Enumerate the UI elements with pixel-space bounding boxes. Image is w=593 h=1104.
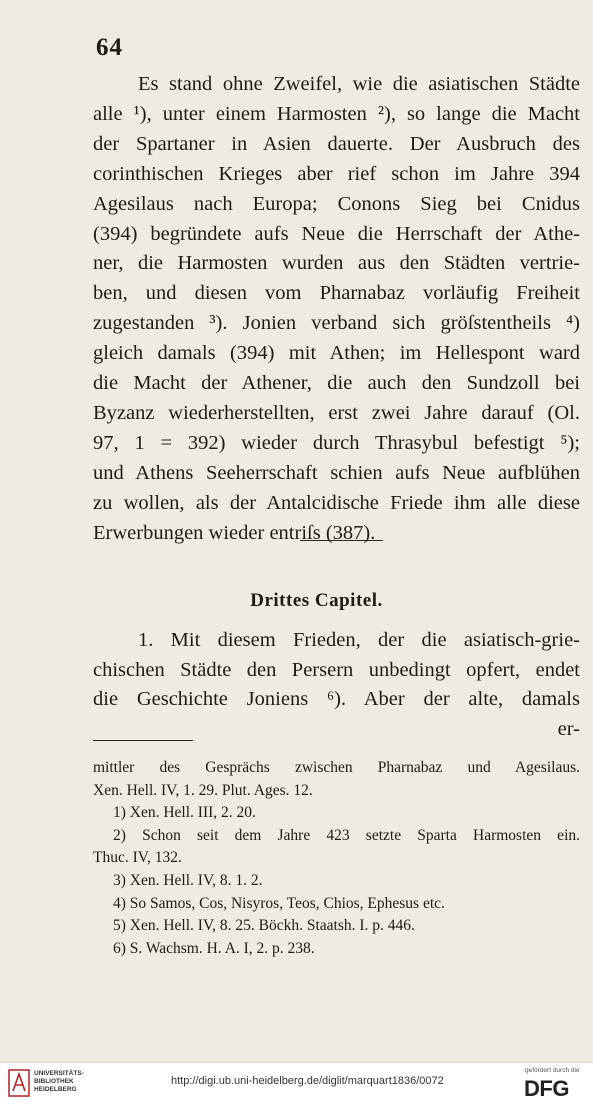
page-number: 64 [96, 34, 123, 61]
footnote-divider [93, 740, 193, 741]
paragraph-line: alle ¹), unter einem Harmosten ²), so lange die Macht [93, 102, 580, 125]
footnote-4: 4) So Samos, Cos, Nisyros, Teos, Chios, Ephesus etc. [113, 894, 445, 912]
viewer-footer [0, 1062, 593, 1104]
footnote-5: 5) Xen. Hell. IV, 8. 25. Böckh. Staatsh. I. p. 446. [113, 917, 415, 935]
paragraph-line: (394) begründete aufs Neue die Herrschaft der Athe- [93, 222, 580, 245]
paragraph-line: Byzanz wiederherstellten, erst zwei Jahre darauf (Ol. [93, 401, 580, 424]
paragraph-line: 97, 1 = 392) wieder durch Thrasybul befestigt ⁵); [93, 431, 580, 454]
paragraph-line: ner, die Harmosten wurden aus den Städten vertrie- [93, 252, 580, 275]
paragraph-line: zu wollen, als der Antalcidische Friede ihm alle diese [93, 491, 580, 514]
paragraph-line: der Spartaner in Asien dauerte. Der Ausbruch des [93, 132, 580, 155]
footnote-2: 2) Schon seit dem Jahre 423 setzte Sparta Harmosten ein. [113, 826, 580, 844]
paragraph-line: Erwerbungen wieder entriſs (387). [93, 521, 376, 544]
university-seal-icon [8, 1069, 30, 1097]
footnote-6: 6) S. Wachsm. H. A. I, 2. p. 238. [113, 939, 315, 957]
section-divider [300, 540, 383, 541]
institution-name: UNIVERSITÄTS- BIBLIOTHEK HEIDELBERG [34, 1070, 84, 1093]
footnote-3: 3) Xen. Hell. IV, 8. 1. 2. [113, 871, 263, 889]
catchword: er- [557, 717, 580, 740]
paragraph-line: gleich damals (394) mit Athen; im Hellespont ward [93, 342, 580, 365]
section-line: chischen Städte den Persern unbedingt opfert, endet [93, 658, 580, 681]
footnote-continuation-line: mittler des Gesprächs zwischen Pharnabaz und Agesilaus. [93, 759, 580, 776]
chapter-heading [0, 590, 593, 612]
paragraph-line: ben, und diesen vom Pharnabaz vorläufig Freiheit [93, 282, 580, 305]
permalink[interactable]: http://digi.ub.uni-heidelberg.de/diglit/marquart1836/0072 [171, 1075, 444, 1087]
footnotes [93, 757, 580, 960]
funder-note: gefördert durch die [525, 1067, 580, 1074]
main-paragraph [93, 70, 580, 549]
paragraph-line: Es stand ohne Zweifel, wie die asiatischen Städte [138, 73, 580, 95]
paragraph-line: corinthischen Krieges aber rief schon im Jahre 394 [93, 162, 580, 185]
paragraph-line: Agesilaus nach Europa; Conons Sieg bei Cnidus [93, 192, 580, 215]
section-line: 1. Mit diesem Frieden, der die asiatisch-grie- [138, 629, 580, 651]
chapter-heading-text: Drittes Capitel. [250, 590, 383, 611]
section-line: die Geschichte Joniens ⁶). Aber der alte, damals [93, 688, 580, 710]
footnote-continuation-line: Xen. Hell. IV, 1. 29. Plut. Ages. 12. [93, 781, 313, 799]
section-paragraph [93, 626, 580, 744]
dfg-logo: DFG [524, 1076, 569, 1101]
footnote-2-continuation: Thuc. IV, 132. [93, 849, 182, 867]
paragraph-line: zugestanden ³). Jonien verband sich gröſstentheils ⁴) [93, 312, 580, 335]
paragraph-line: die Macht der Athener, die auch den Sundzoll bei [93, 372, 580, 395]
paragraph-line: und Athens Seeherrschaft schien aufs Neue aufblühen [93, 461, 580, 484]
footnote-1: 1) Xen. Hell. III, 2. 20. [113, 804, 256, 822]
